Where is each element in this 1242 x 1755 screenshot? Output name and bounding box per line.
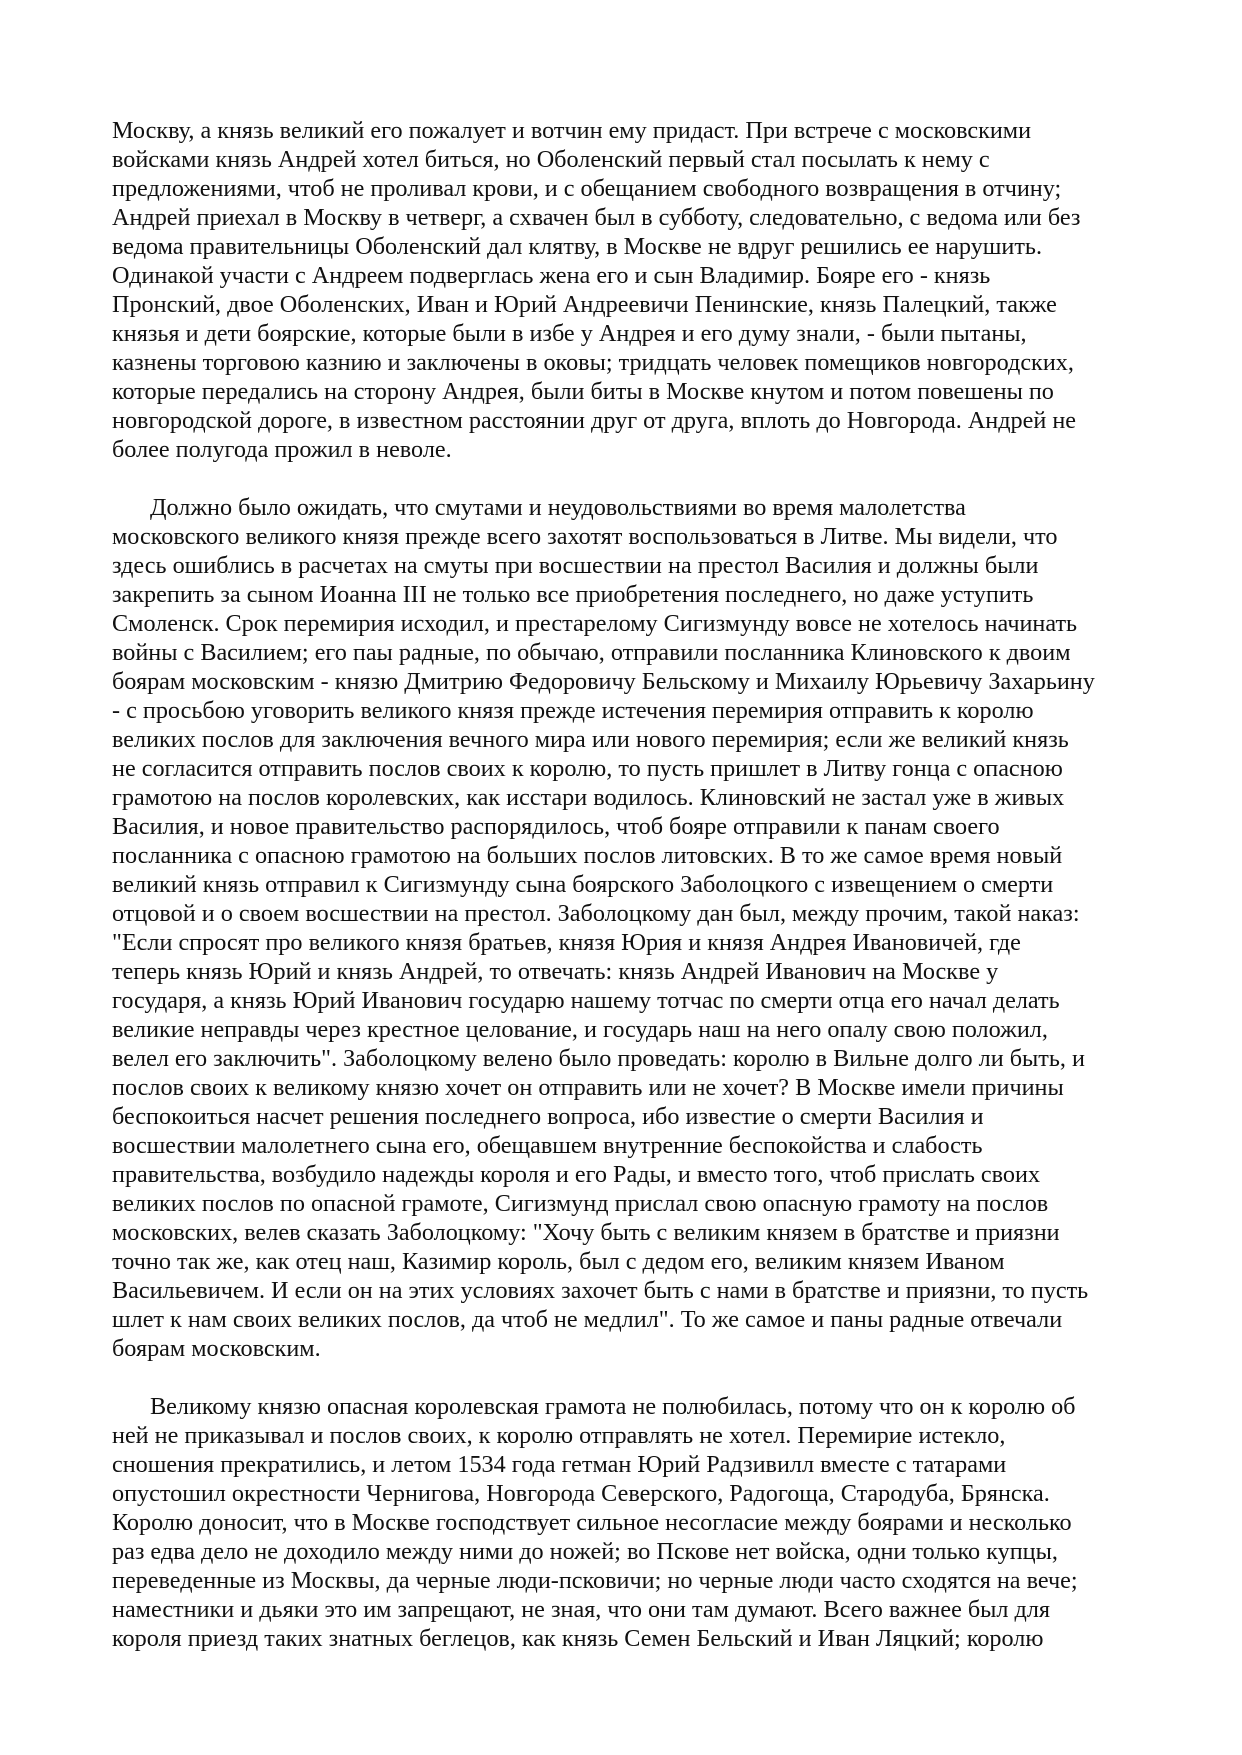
- text-line: великих послов для заключения вечного мира или нового перемирия; если же великий князь: [112, 726, 1069, 753]
- paragraph-3: [112, 1392, 1142, 1653]
- paragraph-2: [112, 493, 1142, 1363]
- text-line: великих послов по опасной грамоте, Сигизмунд прислал свою опасную грамоту на послов: [112, 1190, 1049, 1217]
- text-line: восшествии малолетнего сына его, обещавшем внутренние беспокойства и слабость: [112, 1132, 983, 1159]
- text-line: раз едва дело не доходило между ними до ножей; во Пскове нет войска, одни только купцы,: [112, 1538, 1058, 1565]
- document-page: [112, 116, 1142, 1682]
- text-line: точно так же, как отец наш, Казимир король, был с дедом его, великим князем Иваном: [112, 1248, 1005, 1275]
- text-line: послов своих к великому князю хочет он отправить или не хочет? В Москве имели причины: [112, 1074, 1064, 1101]
- text-line: Королю доносит, что в Москве господствует сильное несогласие между боярами и несколько: [112, 1509, 1072, 1536]
- text-line: боярам московским - князю Дмитрию Федоровичу Бельскому и Михаилу Юрьевичу Захарьину: [112, 668, 1095, 695]
- text-line: шлет к нам своих великих послов, да чтоб не медлил". То же самое и паны радные отвечали: [112, 1306, 1063, 1333]
- text-line: "Если спросят про великого князя братьев, князя Юрия и князя Андрея Ивановичей, где: [112, 929, 1021, 956]
- text-line: боярам московским.: [112, 1335, 321, 1362]
- text-line: войны с Василием; его паы радные, по обычаю, отправили посланника Клиновского к двоим: [112, 639, 1071, 666]
- text-line: правительства, возбудило надежды короля и его Рады, и вместо того, чтоб прислать своих: [112, 1161, 1041, 1188]
- text-line: казнены торговою казнию и заключены в оковы; тридцать человек помещиков новгородских,: [112, 349, 1074, 376]
- text-line: Москву, а князь великий его пожалует и вотчин ему придаст. При встрече с московскими: [112, 117, 1032, 144]
- text-line: войсками князь Андрей хотел биться, но Оболенский первый стал посылать к нему с: [112, 146, 990, 173]
- paragraph-1: [112, 116, 1142, 464]
- text-line: более полугода прожил в неволе.: [112, 436, 452, 463]
- text-line: государя, а князь Юрий Иванович государю нашему тотчас по смерти отца его начал делать: [112, 987, 1060, 1014]
- text-line: московского великого князя прежде всего захотят воспользоваться в Литве. Мы видели, что: [112, 523, 1058, 550]
- text-line: Василия, и новое правительство распорядилось, чтоб бояре отправили к панам своего: [112, 813, 1000, 840]
- text-line: князья и дети боярские, которые были в избе у Андрея и его думу знали, - были пытаны,: [112, 320, 1027, 347]
- text-line: наместники и дьяки это им запрещают, не зная, что они там думают. Всего важнее был для: [112, 1596, 1051, 1623]
- text-line: не согласится отправить послов своих к королю, то пусть пришлет в Литву гонца с опасною: [112, 755, 1063, 782]
- text-line: новгородской дороге, в известном расстоянии друг от друга, вплоть до Новгорода. Андрей не: [112, 407, 1077, 434]
- text-line: короля приезд таких знатных беглецов, как князь Семен Бельский и Иван Ляцкий; королю: [112, 1625, 1044, 1652]
- text-line: Одинакой участи с Андреем подверглась жена его и сын Владимир. Бояре его - князь: [112, 262, 991, 289]
- text-line: которые передались на сторону Андрея, были биты в Москве кнутом и потом повешены по: [112, 378, 1054, 405]
- text-line: Пронский, двое Оболенских, Иван и Юрий Андреевичи Пенинские, князь Палецкий, также: [112, 291, 1057, 318]
- text-line: Андрей приехал в Москву в четверг, а схвачен был в субботу, следовательно, с ведома или без: [112, 204, 1081, 231]
- text-line: ведома правительницы Оболенский дал клятву, в Москве не вдруг решились ее нарушить.: [112, 233, 1043, 260]
- text-line: Великому князю опасная королевская грамота не полюбилась, потому что он к королю об: [150, 1393, 1076, 1420]
- text-line: закрепить за сыном Иоанна III не только все приобретения последнего, но даже уступить: [112, 581, 1034, 608]
- text-line: Васильевичем. И если он на этих условиях захочет быть с нами в братстве и приязни, то пусть: [112, 1277, 1089, 1304]
- text-line: Должно было ожидать, что смутами и неудовольствиями во время малолетства: [150, 494, 966, 521]
- text-line: московских, велев сказать Заболоцкому: "Хочу быть с великим князем в братстве и приязни: [112, 1219, 1060, 1246]
- text-line: грамотою на послов королевских, как исстари водилось. Клиновский не застал уже в живых: [112, 784, 1065, 811]
- text-line: предложениями, чтоб не проливал крови, и с обещанием свободного возвращения в отчину;: [112, 175, 1062, 202]
- text-line: Смоленск. Срок перемирия исходил, и престарелому Сигизмунду вовсе не хотелось начинать: [112, 610, 1078, 637]
- text-line: здесь ошиблись в расчетах на смуты при восшествии на престол Василия и должны были: [112, 552, 1039, 579]
- text-line: отцовой и о своем восшествии на престол. Заболоцкому дан был, между прочим, такой наказ:: [112, 900, 1080, 927]
- text-line: великий князь отправил к Сигизмунду сына боярского Заболоцкого с извещением о смерти: [112, 871, 1054, 898]
- text-line: беспокоиться насчет решения последнего вопроса, ибо известие о смерти Василия и: [112, 1103, 984, 1130]
- text-line: - с просьбою уговорить великого князя прежде истечения перемирия отправить к королю: [112, 697, 1034, 724]
- text-line: ней не приказывал и послов своих, к королю отправлять не хотел. Перемирие истекло,: [112, 1422, 1006, 1449]
- text-line: теперь князь Юрий и князь Андрей, то отвечать: князь Андрей Иванович на Москве у: [112, 958, 999, 985]
- text-line: переведенные из Москвы, да черные люди-псковичи; но черные люди часто сходятся на вече;: [112, 1567, 1078, 1594]
- text-line: великие неправды через крестное целование, и государь наш на него опалу свою положил,: [112, 1016, 1048, 1043]
- text-line: опустошил окрестности Чернигова, Новгорода Северского, Радогоща, Стародуба, Брянска.: [112, 1480, 1050, 1507]
- text-line: сношения прекратились, и летом 1534 года гетман Юрий Радзивилл вместе с татарами: [112, 1451, 1007, 1478]
- text-line: посланника с опасною грамотою на больших послов литовских. В то же самое время новый: [112, 842, 1063, 869]
- text-line: велел его заключить". Заболоцкому велено было проведать: королю в Вильне долго ли быть, и: [112, 1045, 1085, 1072]
